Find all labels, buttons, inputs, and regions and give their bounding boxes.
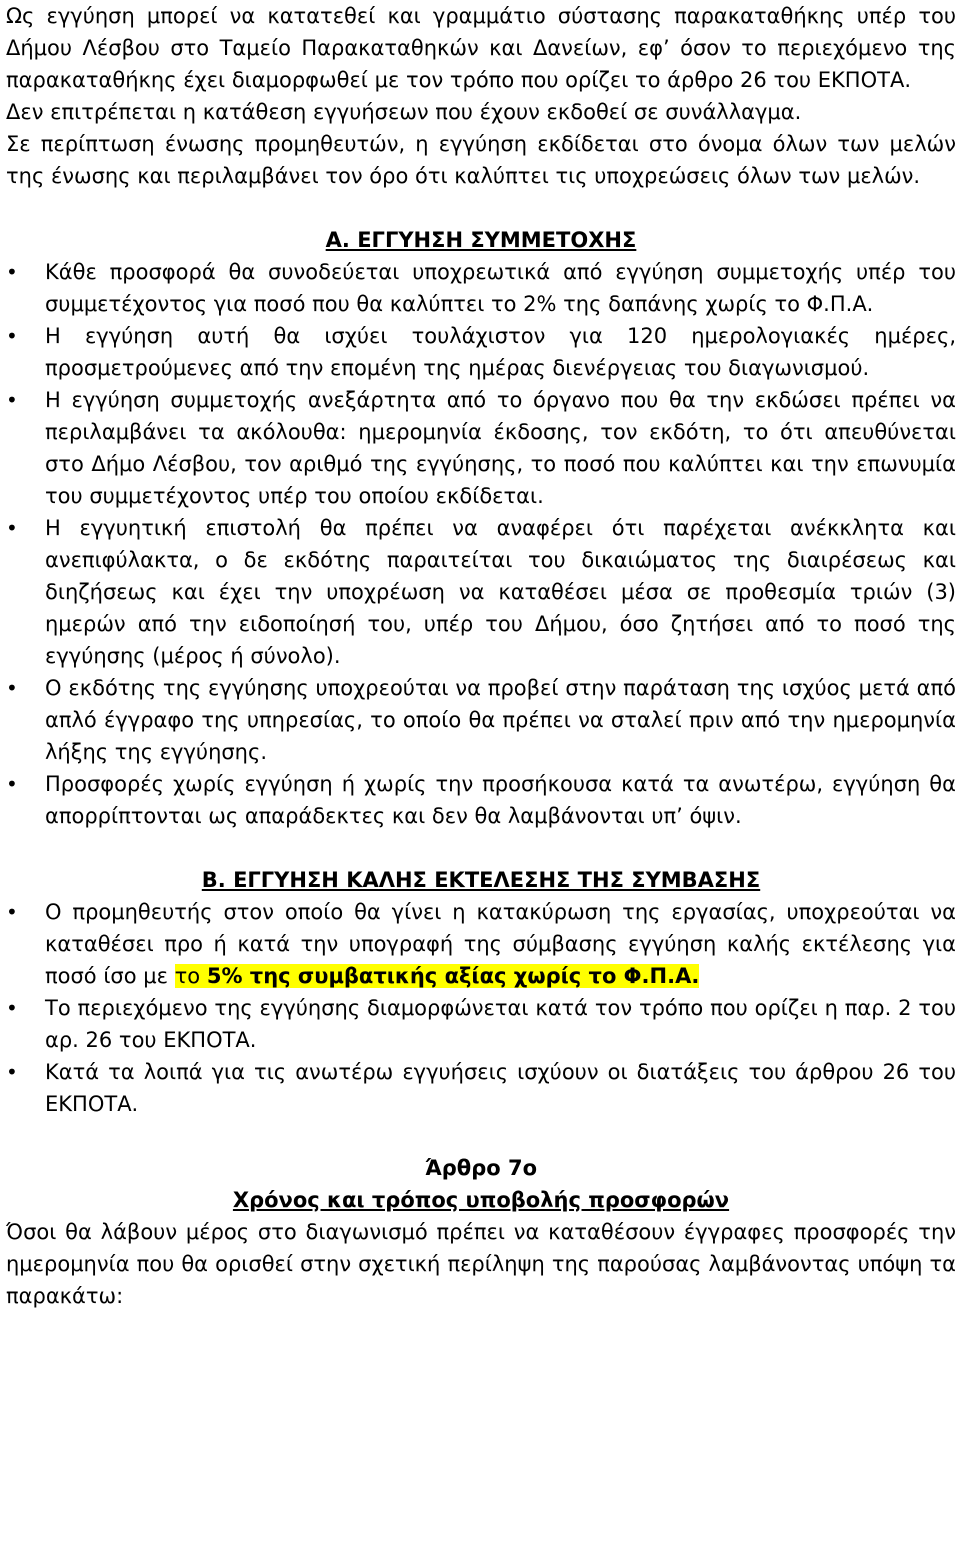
- article-number: Άρθρο 7ο: [424, 1156, 537, 1180]
- article-paragraph: Όσοι θα λάβουν μέρος στο διαγωνισμό πρέπει να καταθέσουν έγγραφες προσφορές την ημερομηνία που θα ορισθεί στην σχετική περίληψη της παρούσας λαμβάνοντας υπόψη τα παρακάτω:: [6, 1220, 956, 1308]
- spacer: [6, 832, 956, 864]
- bullet-icon: •: [6, 900, 18, 924]
- intro-paragraph-2: Δεν επιτρέπεται η κατάθεση εγγυήσεων που έχουν εκδοθεί σε συνάλλαγμα.: [6, 100, 802, 124]
- list-item-text: Η εγγύηση αυτή θα ισχύει τουλάχιστον για 120 ημερολογιακές ημέρες, προσμετρούμενες από την επομένη της ημέρας διενέργειας του διαγωνισμού.: [45, 324, 956, 380]
- list-item-text: Η εγγυητική επιστολή θα πρέπει να αναφέρει ότι παρέχεται ανέκκλητα και ανεπιφύλακτα, ο δε εκδότης παραιτείται του δικαιώματος της διαιρέσεως και διηζήσεως και έχει την υποχρέωση να καταθέσει μέσα σε προθεσμία τριών (3) ημερών από την ειδοποίησή του, υπέρ του Δήμου, όσο ζητήσει από το ποσό της εγγύησης (μέρος ή σύνολο).: [45, 516, 956, 668]
- list-item: [6, 896, 956, 992]
- bullet-icon: •: [6, 324, 18, 348]
- bullet-icon: •: [6, 996, 18, 1020]
- spacer: [6, 1120, 956, 1152]
- list-item: [6, 320, 956, 384]
- bullet-icon: •: [6, 388, 18, 412]
- list-item: [6, 256, 956, 320]
- list-item-text: Κατά τα λοιπά για τις ανωτέρω εγγυήσεις ισχύουν οι διατάξεις του άρθρου 26 του ΕΚΠΟΤΑ.: [45, 1060, 956, 1116]
- list-item: [6, 384, 956, 512]
- section-a-title: Α. ΕΓΓΥΗΣΗ ΣΥΜΜΕΤΟΧΗΣ: [325, 228, 637, 252]
- list-item: [6, 992, 956, 1056]
- article-title: Χρόνος και τρόπος υποβολής προσφορών: [232, 1188, 730, 1212]
- spacer: [6, 192, 956, 224]
- highlighted-bold-text: 5% της συμβατικής αξίας χωρίς το Φ.Π.Α.: [206, 964, 700, 988]
- intro-paragraph-3: Σε περίπτωση ένωσης προμηθευτών, η εγγύηση εκδίδεται στο όνομα όλων των μελών της ένωσης και περιλαμβάνει τον όρο ότι καλύπτει τις υποχρεώσεις όλων των μελών.: [6, 132, 956, 188]
- list-item: [6, 512, 956, 672]
- list-item-text: Κάθε προσφορά θα συνοδεύεται υποχρεωτικά από εγγύηση συμμετοχής υπέρ του συμμετέχοντος για ποσό που θα καλύπτει το 2% της δαπάνης χωρίς το Φ.Π.Α.: [45, 260, 956, 316]
- list-item-text: Ο εκδότης της εγγύησης υποχρεούται να προβεί στην παράταση της ισχύος μετά από απλό έγγραφο της υπηρεσίας, το οποίο θα πρέπει να σταλεί πριν από την ημερομηνία λήξης της εγγύησης.: [45, 676, 956, 764]
- list-item-text: Ο προμηθευτής στον οποίο θα γίνει η κατακύρωση της εργασίας, υποχρεούται να καταθέσει προ ή κατά την υπογραφή της σύμβασης εγγύηση καλής εκτέλεσης για ποσό ίσο με: [45, 900, 956, 988]
- section-b-list: [6, 896, 956, 1120]
- bullet-icon: •: [6, 1060, 18, 1084]
- bullet-icon: •: [6, 676, 18, 700]
- list-item: [6, 672, 956, 768]
- list-item: [6, 768, 956, 832]
- list-item-text: Το περιεχόμενο της εγγύησης διαμορφώνεται κατά τον τρόπο που ορίζει η παρ. 2 του αρ. 26 του ΕΚΠΟΤΑ.: [45, 996, 956, 1052]
- section-b-title: Β. ΕΓΓΥΗΣΗ ΚΑΛΗΣ ΕΚΤΕΛΕΣΗΣ ΤΗΣ ΣΥΜΒΑΣΗΣ: [201, 868, 761, 892]
- list-item-text: Η εγγύηση συμμετοχής ανεξάρτητα από το όργανο που θα την εκδώσει πρέπει να περιλαμβάνει τα ακόλουθα: ημερομηνία έκδοσης, τον εκδότη, το ότι απευθύνεται στο Δήμο Λέσβου, τον αριθμό της εγγύησης, το ποσό που καλύπτει και την επωνυμία του συμμετέχοντος υπέρ του οποίου εκδίδεται.: [45, 388, 956, 508]
- bullet-icon: •: [6, 516, 18, 540]
- intro-paragraph-1: Ως εγγύηση μπορεί να κατατεθεί και γραμμάτιο σύστασης παρακαταθήκης υπέρ του Δήμου Λέσβου στο Ταμείο Παρακαταθηκών και Δανείων, εφ’ όσον το περιεχόμενο της παρακαταθήκης έχει διαμορφωθεί με τον τρόπο που ορίζει το άρθρο 26 του ΕΚΠΟΤΑ.: [6, 4, 956, 92]
- list-item: [6, 1056, 956, 1120]
- list-item-text: Προσφορές χωρίς εγγύηση ή χωρίς την προσήκουσα κατά τα ανωτέρω, εγγύηση θα απορρίπτονται ως απαράδεκτες και δεν θα λαμβάνονται υπ’ όψιν.: [45, 772, 956, 828]
- document-page: [6, 0, 956, 1312]
- section-a-list: [6, 256, 956, 832]
- bullet-icon: •: [6, 772, 18, 796]
- highlighted-text: το: [174, 964, 207, 988]
- bullet-icon: •: [6, 260, 18, 284]
